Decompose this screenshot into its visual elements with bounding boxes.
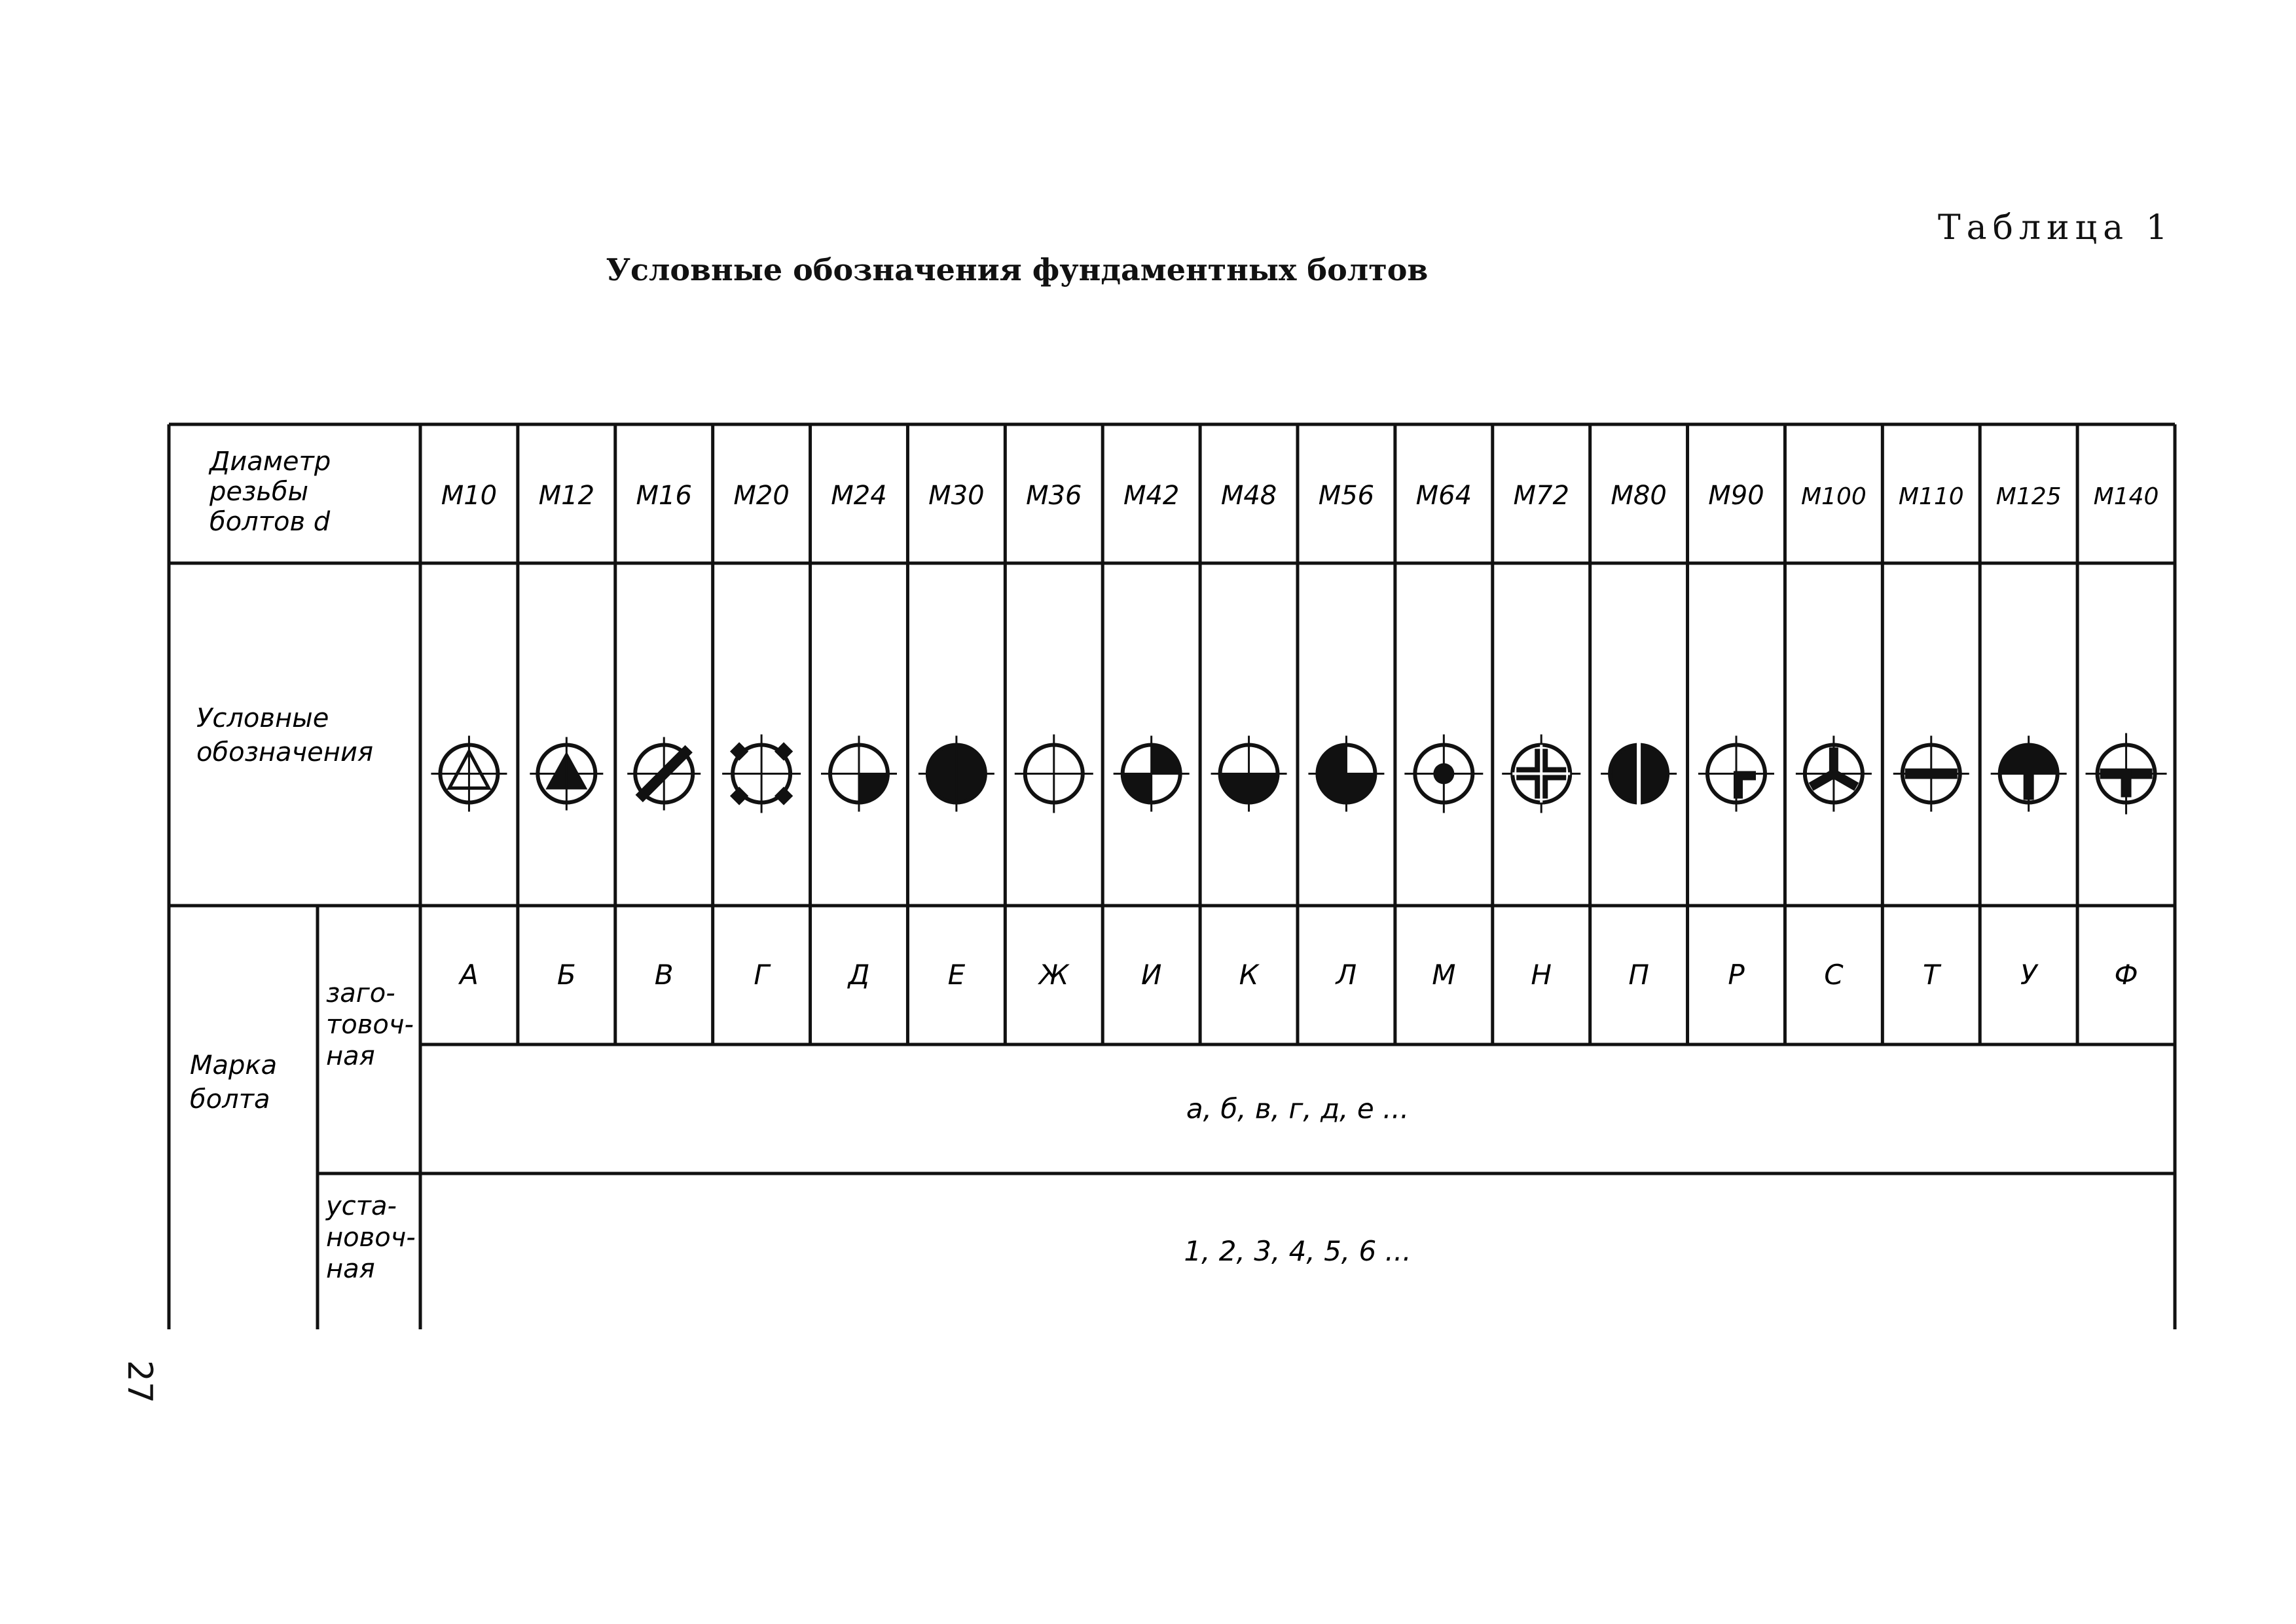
diameter-cell: M56 [1318, 481, 1375, 511]
column-m72 [1502, 481, 1580, 991]
column-m48 [1211, 481, 1287, 991]
column-m56 [1308, 481, 1384, 991]
table-title: Условные обозначения фундаментных болтов [606, 252, 1429, 287]
circle-lower-right-quarter-icon [821, 736, 897, 812]
column-m110 [1893, 483, 1969, 991]
circle-diagonal-bar-icon [627, 737, 701, 811]
column-m64 [1404, 481, 1483, 991]
spanning-rows [1184, 1093, 1411, 1268]
page-number: 27 [120, 1359, 160, 1404]
column-m125 [1991, 483, 2067, 991]
blank-mark-cell: У [2020, 959, 2037, 991]
symbols-header-line: Условные [196, 703, 329, 733]
circle-filled-icon [919, 736, 994, 812]
blank-mark-cell: Д [848, 959, 870, 991]
blank-mark-cell: М [1432, 959, 1456, 991]
diameter-cell: M125 [1995, 483, 2062, 510]
blank-mark-cell: В [654, 959, 674, 991]
circle-center-dot-icon [1404, 735, 1483, 813]
table-number-label: Таблица 1 [1938, 208, 2174, 248]
column-m80 [1601, 481, 1677, 991]
diameter-cell: M90 [1708, 481, 1764, 511]
circle-triangle-outline-icon [431, 736, 507, 812]
installed-mark-header-line: новоч- [326, 1223, 416, 1253]
blank-mark-cell: Н [1531, 959, 1552, 991]
circle-upper-half-stem-icon [1991, 736, 2067, 812]
circle-three-spokes-icon [1796, 736, 1872, 812]
blank-mark-cell: Р [1728, 959, 1745, 991]
diameter-header-line: резьбы [210, 477, 309, 507]
circle-vertical-slit-icon [1601, 736, 1677, 812]
blank-mark-cell: Е [947, 959, 966, 991]
blank-mark-header-line: заго- [326, 978, 395, 1008]
blank-mark-cell: И [1140, 959, 1162, 991]
diameter-cell: M100 [1800, 483, 1867, 510]
column-m42 [1114, 481, 1190, 991]
column-m140 [2086, 483, 2167, 991]
table-grid [169, 424, 2175, 1329]
blank-mark-cell: Г [754, 959, 769, 991]
blank-mark-cell: А [460, 959, 479, 991]
installed-marks-text: 1, 2, 3, 4, 5, 6 ... [1184, 1235, 1412, 1267]
circle-opposite-quarters-icon [1114, 736, 1190, 812]
diameter-cell: M12 [538, 481, 595, 511]
circle-horizontal-bar-icon [1893, 736, 1969, 812]
diameter-cell: M30 [928, 481, 985, 511]
circle-crosshair-icon [1015, 735, 1093, 813]
diameter-cell: M24 [831, 481, 887, 511]
diameter-cell: M20 [733, 481, 790, 511]
blank-mark-cell: Т [1922, 959, 1940, 991]
mark-header-line: Марка [190, 1050, 278, 1080]
blank-mark-header-line: ная [326, 1041, 375, 1071]
circle-white-cross-icon [1502, 735, 1580, 813]
mark-header-line: болта [190, 1084, 270, 1115]
blank-mark-cell: Л [1336, 959, 1357, 991]
column-m10 [431, 481, 507, 991]
column-m12 [530, 481, 603, 991]
diameter-cell: M72 [1513, 481, 1569, 511]
column-m24 [821, 481, 897, 991]
column-m100 [1796, 483, 1872, 991]
diameter-cell: M140 [2093, 483, 2159, 510]
circle-three-quarters-icon [1308, 736, 1384, 812]
circle-tee-icon [2086, 733, 2167, 815]
blank-marks-text: а, б, в, г, д, е ... [1186, 1092, 1410, 1125]
column-m30 [919, 481, 994, 991]
installed-mark-header-line: уста- [326, 1191, 397, 1221]
column-m90 [1698, 481, 1774, 991]
circle-lower-half-icon [1211, 736, 1287, 812]
blank-mark-header-line: товоч- [326, 1010, 414, 1040]
circle-four-squares-icon [722, 735, 801, 813]
column-m36 [1015, 481, 1093, 991]
circle-triangle-filled-icon [530, 737, 603, 811]
blank-mark-cell: С [1824, 959, 1844, 991]
column-m16 [627, 481, 701, 991]
diameter-cell: M48 [1220, 481, 1277, 511]
diameter-cell: M80 [1611, 481, 1667, 511]
diameter-cell: M42 [1123, 481, 1180, 511]
blank-mark-cell: Б [556, 959, 576, 991]
blank-mark-cell: Ф [2114, 959, 2138, 991]
diameter-cell: M10 [441, 481, 498, 511]
diameter-header-line: болтов d [210, 507, 331, 537]
diameter-header-line: Диаметр [210, 447, 331, 477]
diameter-cell: M36 [1026, 481, 1082, 511]
symbols-header-line: обозначения [196, 737, 373, 767]
diameter-cell: M110 [1898, 483, 1964, 510]
row-headers [190, 447, 416, 1284]
blank-mark-cell: К [1239, 959, 1259, 991]
circle-angle-icon [1698, 736, 1774, 812]
blank-mark-cell: П [1628, 959, 1649, 991]
blank-mark-cell: Ж [1039, 959, 1069, 991]
column-m20 [722, 481, 801, 991]
installed-mark-header-line: ная [326, 1254, 375, 1284]
diameter-cell: M64 [1415, 481, 1472, 511]
diameter-cell: M16 [636, 481, 692, 511]
